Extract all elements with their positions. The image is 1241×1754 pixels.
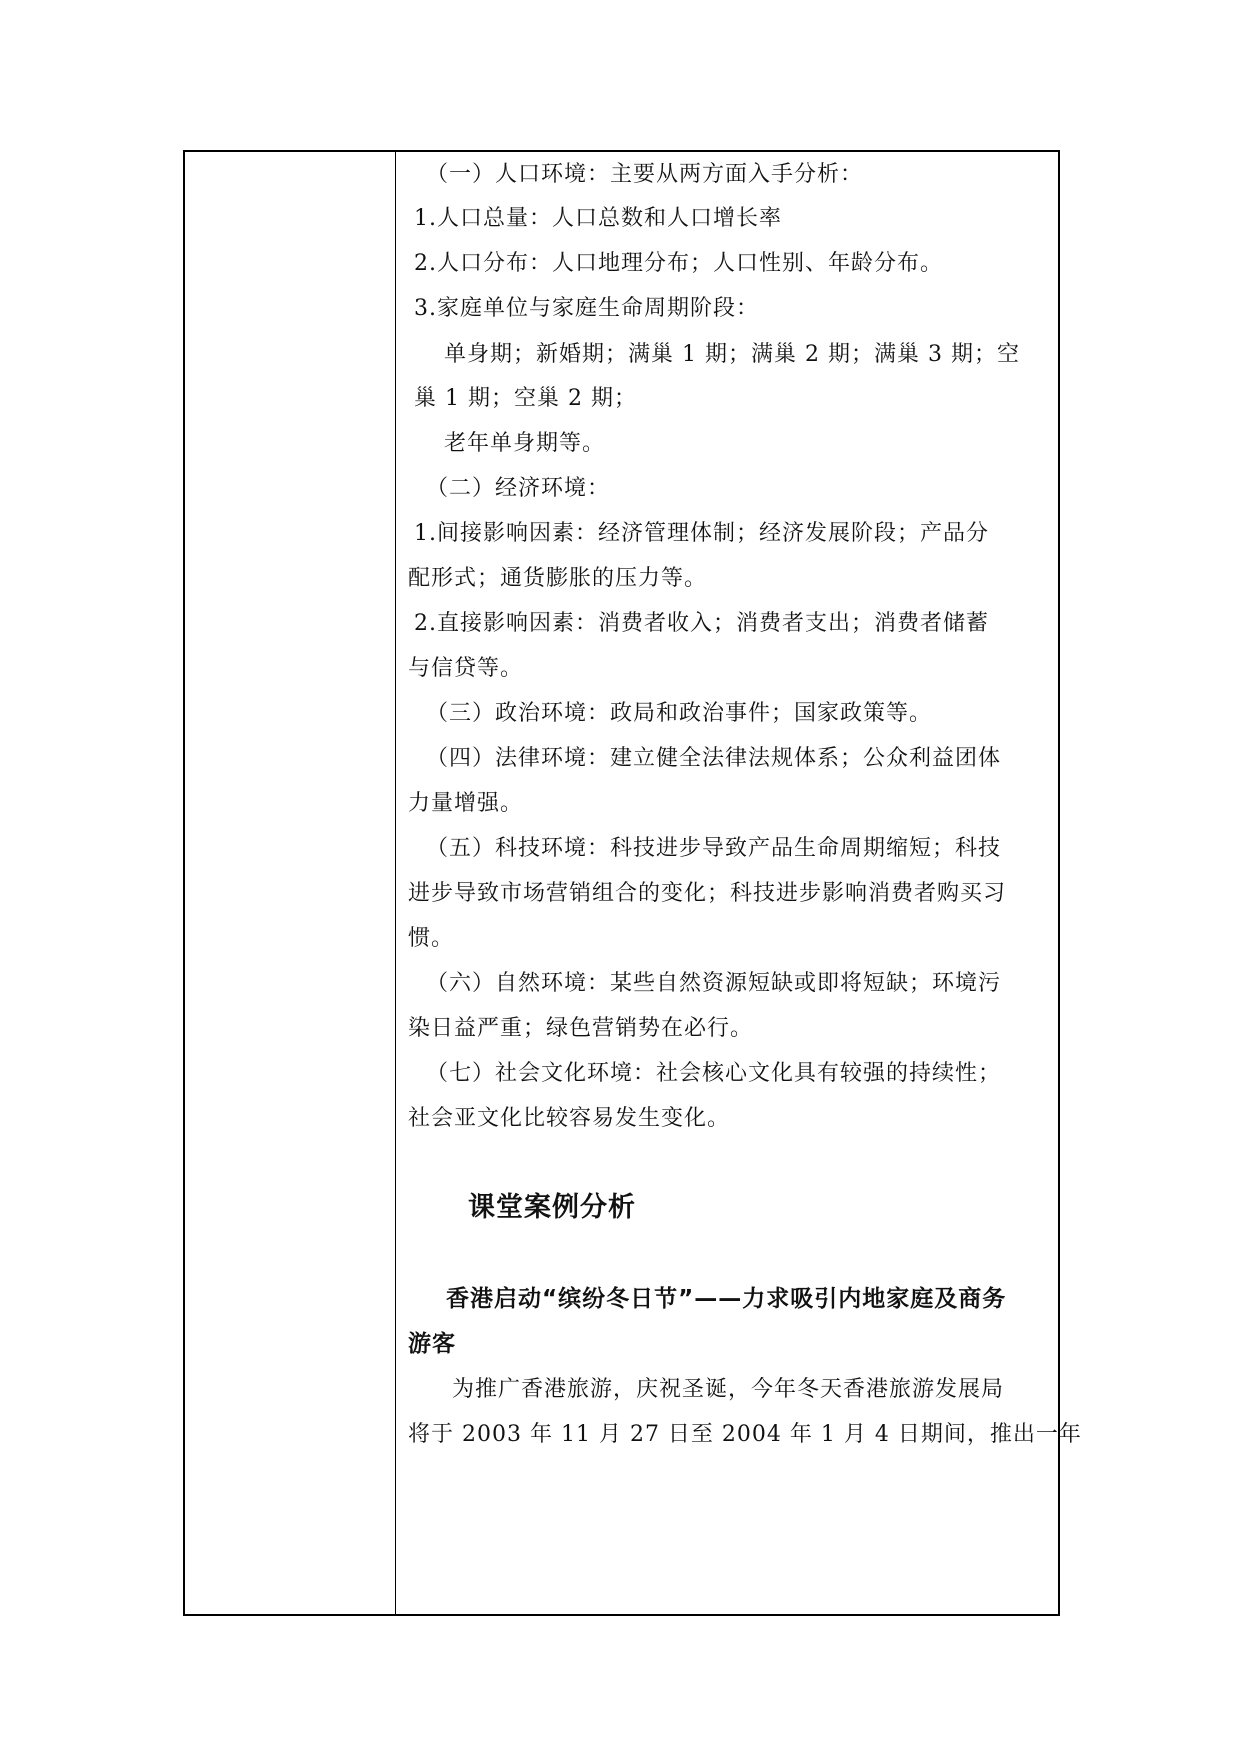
text-line: 老年单身期等。 bbox=[444, 431, 606, 456]
text-line: 配形式；通货膨胀的压力等。 bbox=[408, 566, 708, 591]
text-line: 进步导致市场营销组合的变化；科技进步影响消费者购买习 bbox=[408, 881, 1007, 906]
document-table bbox=[183, 150, 1082, 1616]
text-line: 惯。 bbox=[408, 926, 455, 951]
text-line: 2.人口分布：人口地理分布；人口性别、年龄分布。 bbox=[414, 251, 943, 276]
text-line: 单身期；新婚期；满巢 1 期；满巢 2 期；满巢 3 期；空 bbox=[444, 342, 1020, 367]
text-line: 力量增强。 bbox=[408, 791, 524, 816]
text-line: 1.人口总量：人口总数和人口增长率 bbox=[414, 206, 782, 231]
case-title: 香港启动“缤纷冬日节”——力求吸引内地家庭及商务 bbox=[446, 1286, 1007, 1312]
text-line: 巢 1 期；空巢 2 期； bbox=[414, 386, 637, 411]
text-line: 社会亚文化比较容易发生变化。 bbox=[408, 1106, 731, 1131]
text-line: 染日益严重；绿色营销势在必行。 bbox=[408, 1016, 754, 1041]
case-body-line: 为推广香港旅游，庆祝圣诞，今年冬天香港旅游发展局 bbox=[452, 1377, 1005, 1402]
case-title-continued: 游客 bbox=[408, 1331, 456, 1357]
case-body-line: 将于 2003 年 11 月 27 日至 2004 年 1 月 4 日期间，推出一年 bbox=[408, 1422, 1082, 1447]
text-line: （一）人口环境：主要从两方面入手分析： bbox=[426, 162, 864, 187]
text-line: 1.间接影响因素：经济管理体制；经济发展阶段；产品分 bbox=[414, 521, 989, 546]
text-line: 3.家庭单位与家庭生命周期阶段： bbox=[414, 296, 759, 321]
column-divider bbox=[395, 152, 396, 1614]
text-line: （六）自然环境：某些自然资源短缺或即将短缺；环境污 bbox=[426, 971, 1002, 996]
text-line: （七）社会文化环境：社会核心文化具有较强的持续性； bbox=[426, 1061, 1002, 1086]
text-line: （三）政治环境：政局和政治事件；国家政策等。 bbox=[426, 701, 933, 726]
text-line: （五）科技环境：科技进步导致产品生命周期缩短；科技 bbox=[426, 836, 1002, 861]
section-heading: 课堂案例分析 bbox=[468, 1192, 636, 1223]
text-line: 2.直接影响因素：消费者收入；消费者支出；消费者储蓄 bbox=[414, 611, 989, 636]
text-line: （二）经济环境： bbox=[426, 476, 611, 501]
text-line: 与信贷等。 bbox=[408, 656, 524, 681]
text-line: （四）法律环境：建立健全法律法规体系；公众利益团体 bbox=[426, 746, 1002, 771]
